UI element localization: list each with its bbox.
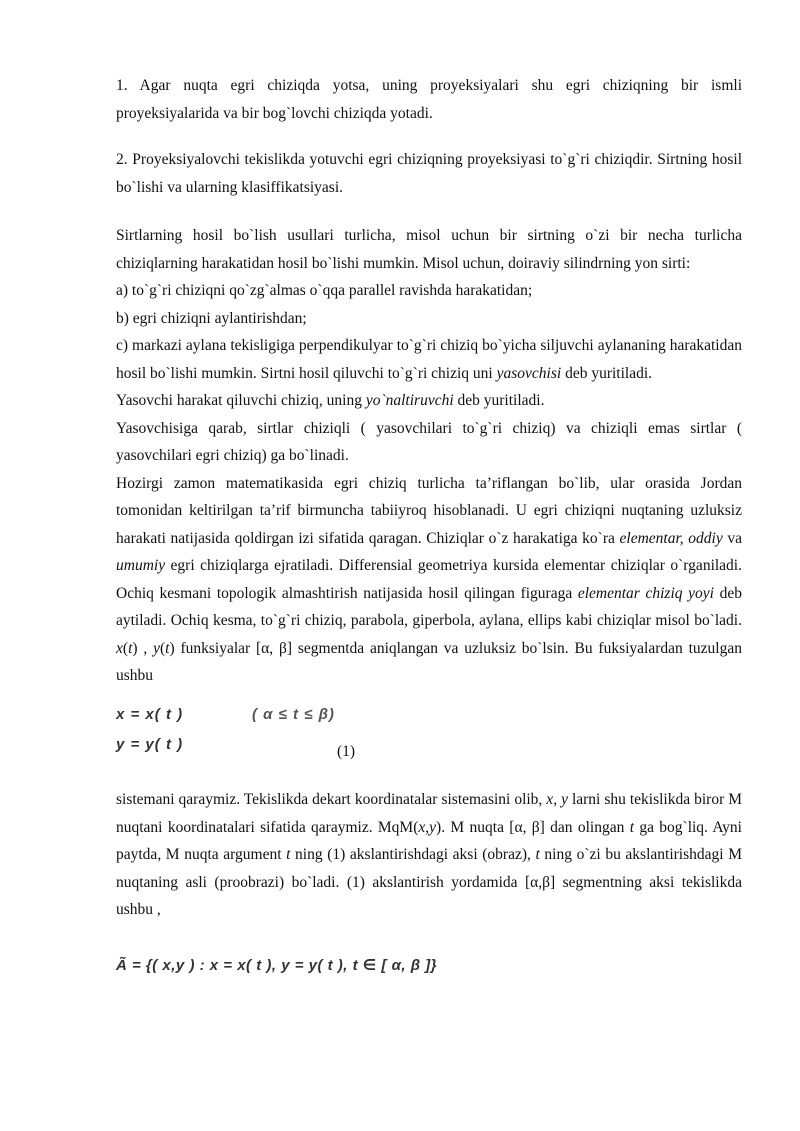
list-item-c — [116, 332, 742, 387]
var-x: x — [418, 818, 426, 836]
numbered-item-1 — [116, 72, 742, 127]
var-t: t — [629, 818, 634, 836]
para4-and: va — [722, 529, 742, 547]
mapping-paragraph-text — [116, 786, 742, 924]
paren-open: ( — [159, 639, 166, 657]
paren-open: ( — [122, 639, 129, 657]
equation-x: x = x( t ) — [116, 706, 184, 723]
para4-text-4: ) funksiyalar [α, β] segmentda aniqlangan va uzluksiz bo`lsin. Bu fuksiyalardan tuzulgan ushbu — [116, 639, 742, 684]
var-x: x — [546, 791, 554, 808]
parameter-range: ( α ≤ t ≤ β) — [252, 706, 335, 723]
p5-s2: larni shu tekislikda biror M nuqtani koordinatalari sifatida qaraymiz. MqM( — [116, 791, 743, 836]
var-x: x — [116, 639, 123, 657]
p5-comma: , — [553, 791, 562, 808]
p5-comma2: , — [425, 818, 430, 836]
list-item-b: b) egri chiziqni aylantirishdan; — [116, 309, 307, 327]
equation-y: y = y( t ) — [116, 736, 184, 753]
paren-close: ) , — [132, 639, 154, 657]
term-elementar: elementar — [619, 529, 680, 547]
var-y: y — [561, 791, 568, 808]
p5-s6: ning o`zi bu akslantirishdagi M nuqtaning asli (proobrazi) bo`ladi. (1) akslantirish yordamida [α,β] segmentning aksi tekislikda ushbu , — [116, 846, 742, 918]
directrix-paragraph — [116, 387, 742, 415]
p5-s3: ). M nuqta [α, β] dan olingan — [436, 818, 630, 836]
var-t: t — [165, 639, 170, 657]
term-separator: , — [679, 529, 689, 547]
var-y: y — [429, 818, 437, 836]
list-item-a: a) to`g`ri chiziqni qo`zg`almas o`qqa parallel ravishda harakatidan; — [116, 282, 533, 299]
jordan-paragraph — [116, 470, 742, 690]
para4-text-1: Hozirgi zamon matematikasida egri chiziq turlicha ta’riflangan bo`lib, ular orasida Jordan tomonidan keltirilgan ta’rif birmuncha tabiiyroq hisoblanadi. U egri chiziqni nuqtaning uzluksiz harakati natijasida qoldirgan izi sifatida qaragan. Chiziqlar o`z harakatiga ko`ra — [116, 474, 742, 547]
para4-text-3: deb aytiladi. Ochiq kesma, to`g`ri chiziq, parabola, giperbola, aylana, ellips kabi chiziqlar misol bo`ladi. — [116, 584, 742, 629]
list-c-text-1: c) markazi aylana tekisligiga perpendikulyar to`g`ri chiziq bo`yicha siljuvchi aylananing harakatidan hosil bo`lishi mumkin. Sirtni hosil qiluvchi to`g`ri chiziq uni — [116, 337, 742, 382]
numbered-item-2 — [116, 146, 742, 201]
term-oddiy: oddiy — [688, 529, 723, 547]
image-set-formula: Ã = {( x,y ) : x = x( t ), y = y( t ), t ∈ [ α, β ]} — [116, 957, 438, 974]
para2-text-2: deb yuritiladi. — [453, 392, 545, 409]
list-c-text-2: deb yuritiladi. — [561, 364, 653, 382]
item-1-text: 1. Agar nuqta egri chiziqda yotsa, uning proyeksiyalari shu egri chiziqning bir ismli proyeksiyalarida va bir bog`lovchi chiziqda yotadi. — [116, 77, 742, 122]
mapping-paragraph — [116, 786, 742, 924]
term-umumiy: umumiy — [116, 557, 166, 574]
p5-s5: ning (1) akslantirishdagi aksi (obraz), — [290, 846, 536, 863]
var-y: y — [153, 639, 160, 657]
equation-number: (1) — [337, 743, 356, 760]
para4-text-2: egri chiziqlarga ejratiladi. Differensial geometriya kursida elementar chiziqlar o`rganiladi. Ochiq kesmani topologik almashtirish natijasida hosil qilingan figuraga — [116, 557, 742, 602]
term-yonaltiruvchi: yo`naltiruvchi — [365, 392, 454, 409]
surface-paragraph: Sirtlarning hosil bo`lish usullari turlicha, misol uchun bir sirtning o`zi bir necha turlicha chiziqlarning harakatidan hosil bo`lishi mumkin. Misol uchun, doiraviy silindrning yon sirti: — [116, 227, 742, 272]
term-yasovchisi: yasovchisi — [496, 364, 562, 382]
p5-s4: ga bog`liq. Ayni paytda, M nuqta argument — [116, 818, 742, 863]
classification-paragraph: Yasovchisiga qarab, sirtlar chiziqli ( yasovchilari to`g`ri chiziq) va chiziqli emas sirtlar ( yasovchilari egri chiziq) ga bo`linadi. — [116, 419, 742, 464]
item-2-text: 2. Proyeksiyalovchi tekislikda yotuvchi egri chiziqning proyeksiyasi to`g`ri chiziqdir. Sirtning hosil bo`lishi va ularning klasiffikatsiyasi. — [116, 151, 742, 196]
para2-text-1: Yasovchi harakat qiluvchi chiziq, uning — [116, 392, 366, 409]
parametric-equations — [116, 701, 416, 759]
main-body — [116, 222, 742, 690]
var-t: t — [286, 846, 291, 863]
var-t: t — [128, 639, 133, 657]
var-t: t — [535, 846, 540, 863]
term-elementar-chiziq-yoyi: elementar chiziq yoyi — [577, 584, 714, 602]
p5-s1: sistemani qaraymiz. Tekislikda dekart koordinatalar sistemasini olib, — [116, 791, 547, 808]
